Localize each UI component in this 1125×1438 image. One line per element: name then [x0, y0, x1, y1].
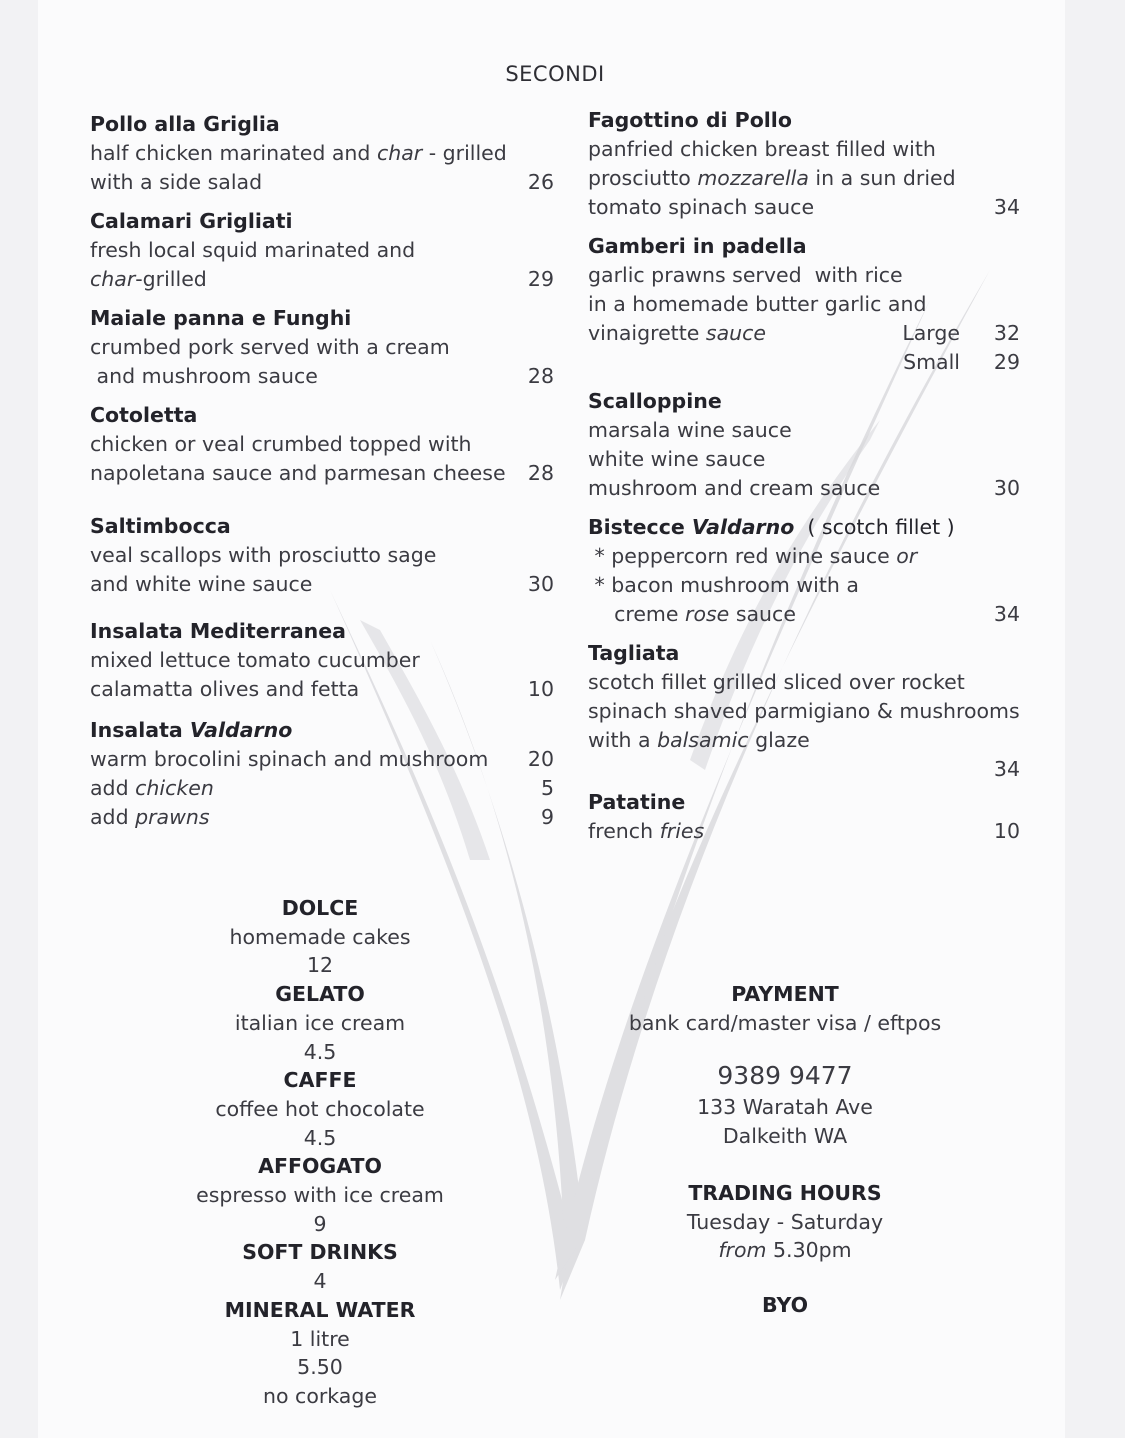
item-description	[90, 745, 554, 774]
menu-item	[588, 513, 1020, 629]
menu-item	[588, 232, 1020, 377]
item-name-em: Valdarno	[189, 718, 293, 742]
item-description: * bacon mushroom with a	[588, 573, 859, 597]
menu-item	[90, 617, 554, 704]
item-description: * peppercorn red wine sauce or	[588, 544, 918, 568]
item-description-text: calamatta olives and fetta	[90, 677, 360, 701]
item-description-text: napoletana sauce and parmesan cheese	[90, 461, 506, 485]
soft-drinks-heading: SOFT DRINKS	[242, 1240, 398, 1265]
menu-item	[90, 716, 554, 832]
item-description	[90, 570, 554, 599]
item-description	[90, 362, 554, 391]
trading-hours-heading: TRADING HOURS	[688, 1180, 882, 1205]
item-price: 29	[527, 267, 554, 291]
item-description	[588, 755, 1020, 784]
item-description-em: sauce	[705, 321, 767, 345]
item-name: Insalata Mediterranea	[90, 619, 346, 643]
item-description-em: char	[90, 267, 136, 291]
payment-heading: PAYMENT	[731, 982, 839, 1006]
item-description: panfried chicken breast filled with	[588, 137, 936, 161]
item-description-text: and mushroom sauce	[90, 364, 318, 388]
corkage-note: no corkage	[263, 1383, 377, 1408]
item-description: add prawns 9	[90, 803, 554, 832]
item-description: chicken or veal crumbed topped with	[90, 432, 472, 456]
item-description: in a homemade butter garlic and	[588, 292, 927, 316]
item-description: mixed lettuce tomato cucumber	[90, 648, 420, 672]
gelato-heading: GELATO	[275, 982, 365, 1007]
item-description-em: prawns	[135, 805, 210, 829]
gelato-price: 4.5	[303, 1039, 337, 1064]
item-name: Insalata Valdarno	[90, 718, 293, 742]
item-price: 20	[527, 747, 554, 771]
item-description: creme rose sauce 34	[588, 600, 1020, 629]
item-price: 30	[527, 572, 554, 596]
item-description	[90, 675, 554, 704]
item-description: with a balsamic glaze	[588, 728, 810, 752]
byo-label: BYO	[761, 1292, 809, 1317]
dolce-description: homemade cakes	[229, 924, 411, 949]
item-description-text: and white wine sauce	[90, 572, 313, 596]
section-title-wrap	[440, 58, 670, 90]
item-price: 26	[527, 170, 554, 194]
phone-number: 9389 9477	[717, 1061, 853, 1091]
item-description	[90, 459, 554, 488]
item-price: 34	[993, 757, 1020, 781]
item-name: Scalloppine	[588, 389, 722, 413]
mineral-water-price: 5.50	[297, 1355, 343, 1380]
menu-item	[90, 304, 554, 391]
menu-item	[90, 401, 554, 488]
right-menu-column	[588, 106, 1020, 846]
item-name: Calamari Grigliati	[90, 209, 293, 233]
item-description: french fries 10	[588, 817, 1020, 846]
item-price: 28	[527, 364, 554, 388]
section-title: SECONDI	[505, 62, 605, 86]
item-description: marsala wine sauce	[588, 418, 792, 442]
item-description-em: or	[896, 544, 918, 568]
item-description-text: warm brocolini spinach and mushroom	[90, 747, 489, 771]
mineral-water-size: 1 litre	[290, 1326, 350, 1351]
item-description-em: mozzarella	[697, 166, 809, 190]
item-name: Patatine	[588, 790, 686, 814]
item-description	[588, 348, 1020, 377]
item-description: scotch fillet grilled sliced over rocket	[588, 670, 965, 694]
item-price: 34	[993, 602, 1020, 626]
item-name: Bistecce Valdarno ( scotch fillet )	[588, 515, 955, 539]
item-description-text: tomato spinach sauce	[588, 195, 815, 219]
item-description: white wine sauce	[588, 447, 766, 471]
item-price: 28	[527, 461, 554, 485]
item-description: spinach shaved parmigiano & mushrooms	[588, 699, 1020, 723]
item-description: half chicken marinated and char - grilled	[90, 141, 507, 165]
address-line-1: 133 Waratah Ave	[697, 1095, 873, 1120]
menu-item	[588, 639, 1020, 784]
menu-item	[90, 512, 554, 599]
menu-item	[588, 106, 1020, 222]
item-name: Maiale panna e Funghi	[90, 306, 352, 330]
affogato-description: espresso with ice cream	[196, 1183, 444, 1208]
menu-item	[90, 110, 554, 197]
caffe-heading: CAFFE	[283, 1068, 357, 1093]
item-description: prosciutto mozzarella in a sun dried	[588, 166, 956, 190]
item-description-text: mushroom and cream sauce	[588, 476, 881, 500]
item-name: Gamberi in padella	[588, 234, 807, 258]
payment-methods: bank card/master visa / eftpos	[628, 1010, 942, 1035]
left-menu-column	[90, 110, 554, 832]
trading-time-em: from	[718, 1238, 767, 1263]
item-description: fresh local squid marinated and	[90, 238, 416, 262]
item-price: 34	[993, 195, 1020, 219]
item-size-label: Large	[902, 321, 960, 345]
caffe-price: 4.5	[303, 1125, 337, 1150]
item-description-em: chicken	[135, 776, 214, 800]
dolce-section	[150, 894, 490, 1411]
item-description: veal scallops with prosciutto sage	[90, 543, 437, 567]
item-description: char-grilled 29	[90, 265, 554, 294]
item-description	[588, 474, 1020, 503]
item-price: 10	[993, 819, 1020, 843]
item-description-em: balsamic	[657, 728, 749, 752]
item-description-text: with a side salad	[90, 170, 263, 194]
item-name: Tagliata	[588, 641, 680, 665]
item-price: 32	[993, 321, 1020, 345]
item-name: Cotoletta	[90, 403, 198, 427]
affogato-price: 9	[313, 1211, 327, 1236]
item-description-em: fries	[659, 819, 705, 843]
address-line-2: Dalkeith WA	[722, 1124, 848, 1149]
menu-item	[90, 207, 554, 294]
item-description: garlic prawns served with rice	[588, 263, 903, 287]
item-description: add chicken 5	[90, 774, 554, 803]
mineral-water-heading: MINERAL WATER	[224, 1297, 416, 1322]
trading-days: Tuesday - Saturday	[686, 1209, 884, 1234]
item-size-label: Small	[903, 350, 960, 374]
item-name: Fagottino di Pollo	[588, 108, 792, 132]
item-description	[588, 193, 1020, 222]
item-price: 29	[993, 350, 1020, 374]
item-description-em: char	[376, 141, 423, 165]
info-section	[595, 980, 975, 1320]
item-description-em: rose	[685, 602, 730, 626]
menu-item	[588, 387, 1020, 503]
item-name: Pollo alla Griglia	[90, 112, 280, 136]
caffe-description: coffee hot chocolate	[215, 1096, 425, 1121]
item-price: 5	[540, 776, 554, 800]
item-price: 10	[527, 677, 554, 701]
item-description: crumbed pork served with a cream	[90, 335, 450, 359]
menu-item	[588, 788, 1020, 846]
item-price: 30	[993, 476, 1020, 500]
item-price: 9	[540, 805, 554, 829]
item-description	[90, 168, 554, 197]
affogato-heading: AFFOGATO	[258, 1154, 382, 1179]
item-name-em: Valdarno	[691, 515, 795, 539]
soft-drinks-price: 4	[313, 1269, 327, 1294]
gelato-description: italian ice cream	[234, 1010, 406, 1035]
trading-time: from 5.30pm	[718, 1238, 852, 1263]
dolce-heading: DOLCE	[281, 896, 359, 920]
dolce-price: 12	[306, 953, 334, 978]
item-name: Saltimbocca	[90, 514, 231, 538]
item-description: vinaigrette sauce Large 32	[588, 319, 1020, 348]
